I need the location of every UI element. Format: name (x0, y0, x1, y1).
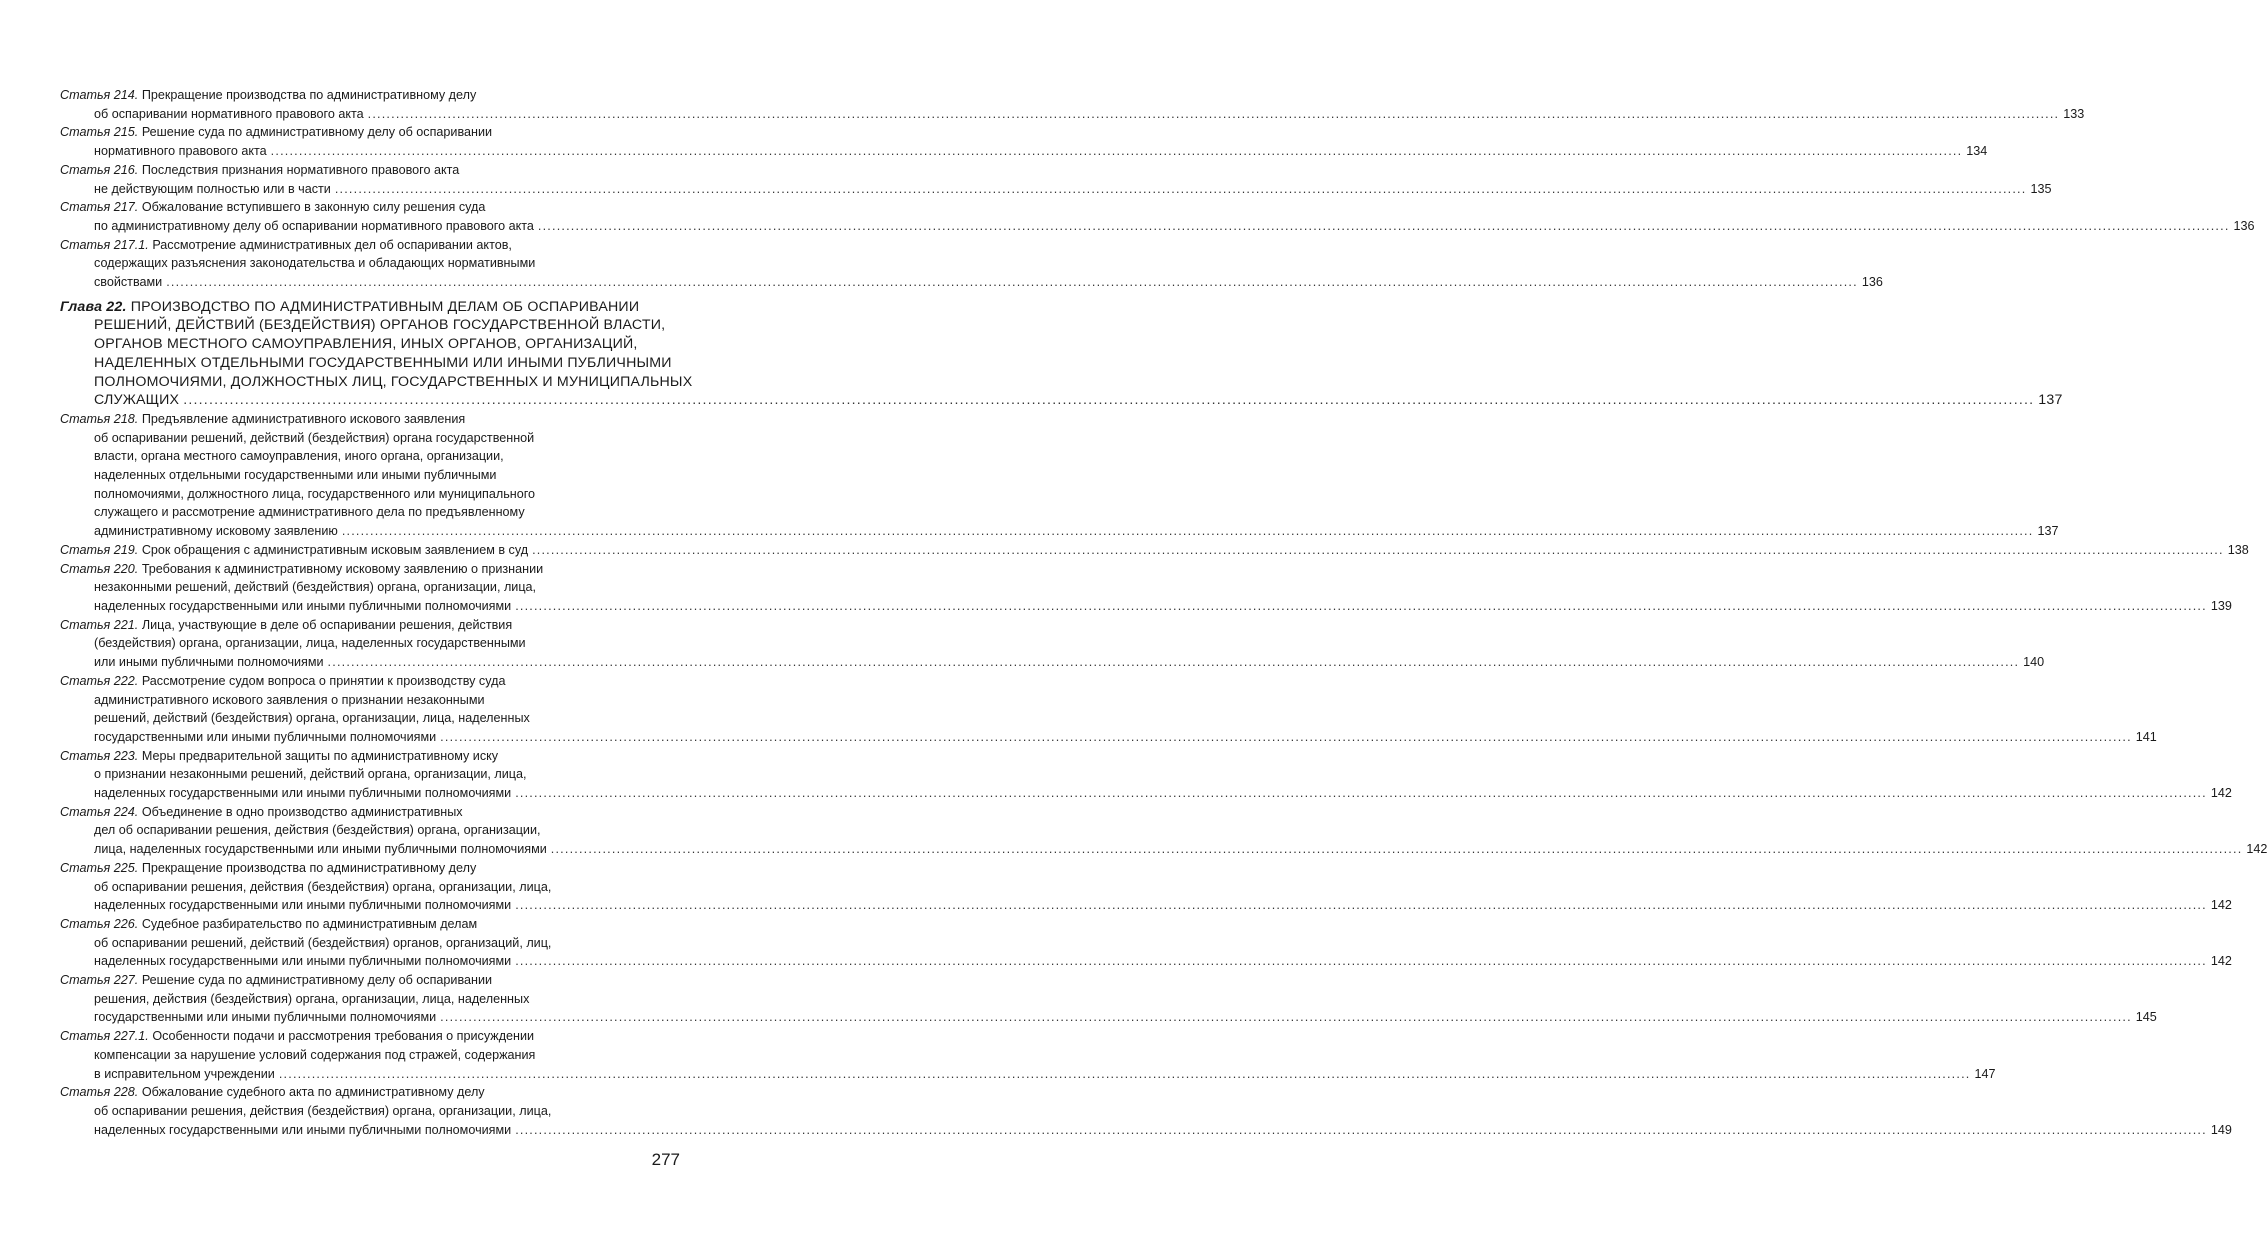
toc-page-ref: 145 (2135, 1010, 2157, 1025)
toc-entry-title-line: свойствами (94, 275, 163, 290)
toc-page-ref: 142 (2210, 954, 2232, 969)
toc-entry-text (60, 200, 485, 214)
toc-entry-title-line: СЛУЖАЩИХ (94, 392, 180, 409)
toc-entry-line (60, 634, 680, 653)
toc-article-entry (60, 672, 2157, 747)
toc-entry-title-line: Судебное разбирательство по административным делам (141, 916, 478, 931)
toc-entry-text (60, 299, 639, 315)
toc-entry-title-line: об оспаривании решений, действий (бездействия) органа государственной (94, 430, 535, 445)
toc-article-entry (60, 161, 2052, 198)
toc-entry-line (60, 522, 2059, 541)
toc-entry-line (60, 142, 1988, 161)
dot-leader (271, 142, 1963, 161)
toc-entry-line (60, 878, 680, 897)
toc-entry-line (60, 971, 680, 990)
toc-entry-text (94, 505, 525, 519)
toc-page-ref: 136 (2233, 218, 2255, 233)
toc-entry-label: Статья 224. (60, 804, 139, 819)
dot-leader (538, 217, 2230, 236)
toc-entry-line (60, 1102, 680, 1121)
toc-entry-line (60, 821, 680, 840)
dot-leader (183, 391, 2034, 410)
toc-article-entry (60, 747, 2232, 803)
toc-entry-line (60, 105, 2085, 124)
toc-entry-line (60, 1046, 680, 1065)
toc-entry-label: Статья 223. (60, 748, 139, 763)
toc-entry-line (60, 1121, 2232, 1140)
toc-entry-text (94, 522, 338, 541)
toc-entry-line (60, 236, 680, 255)
toc-entry-title-line: Объединение в одно производство административных (141, 804, 463, 819)
toc-entry-text (94, 355, 672, 371)
toc-entry-title-line: Срок обращения с административным исковым заявлением в суд (141, 542, 529, 557)
toc-entry-line (60, 541, 2249, 560)
toc-entry-title-line: наделенных государственными или иными публичными полномочиями (94, 786, 512, 801)
toc-entry-title-line: об оспаривании решений, действий (бездействия) органов, организаций, лиц, (94, 935, 552, 950)
toc-entry-text (60, 163, 459, 177)
toc-entry-line (60, 410, 680, 429)
toc-entry-line (60, 728, 2157, 747)
toc-entry-text (94, 256, 535, 270)
dot-leader (342, 522, 2034, 541)
toc-entry-text (60, 861, 476, 875)
toc-article-entry (60, 1027, 1996, 1083)
toc-entry-line (60, 86, 680, 105)
toc-entry-text (60, 238, 512, 252)
toc-entry-text (60, 805, 463, 819)
toc-entry-title-line: Обжалование судебного акта по административному делу (141, 1085, 485, 1100)
toc-entry-text (94, 823, 541, 837)
dot-leader (515, 597, 2207, 616)
toc-entry-title-line: дел об оспаривании решения, действия (бездействия) органа, организации, (94, 823, 541, 838)
toc-entry-line (60, 896, 2232, 915)
toc-entry-text (94, 142, 267, 161)
toc-entry-title-line: Решение суда по административному делу об оспаривании (141, 973, 493, 988)
toc-entry-text (94, 653, 324, 672)
toc-entry-label: Статья 218. (60, 411, 139, 426)
toc-entry-line (60, 990, 680, 1009)
toc-entry-line (60, 915, 680, 934)
toc-entry-label: Статья 226. (60, 916, 139, 931)
toc-entry-text (94, 1121, 511, 1140)
toc-entry-line (60, 952, 2232, 971)
dot-leader (279, 1065, 1971, 1084)
toc-entry-label: Статья 215. (60, 125, 139, 140)
toc-entry-title-line: РЕШЕНИЙ, ДЕЙСТВИЙ (БЕЗДЕЙСТВИЯ) ОРГАНОВ ГОСУДАРСТВЕННОЙ ВЛАСТИ, (94, 317, 666, 334)
toc-entry-line (60, 198, 680, 217)
toc-entry-line (60, 354, 680, 373)
toc-entry-title-line: Особенности подачи и рассмотрения требования о присуждении (152, 1029, 535, 1044)
toc-entry-text (94, 767, 527, 781)
toc-article-entry (60, 971, 2157, 1027)
toc-entry-line (60, 1027, 680, 1046)
toc-entry-line (60, 298, 680, 317)
toc-entry-line (60, 161, 680, 180)
toc-page-ref: 135 (2030, 181, 2052, 196)
toc-entry-title-line: Обжалование вступившего в законную силу решения суда (141, 200, 486, 215)
toc-entry-text (94, 317, 665, 333)
toc-entry-line (60, 391, 2063, 410)
toc-entry-title-line: о признании незаконными решений, действий органа, организации, лица, (94, 767, 527, 782)
dot-leader (440, 1008, 2132, 1027)
toc-entry-title-line: власти, органа местного самоуправления, иного органа, организации, (94, 449, 504, 464)
dot-leader (551, 840, 2243, 859)
toc-article-entry (60, 616, 2045, 672)
dot-leader (335, 180, 2027, 199)
toc-entry-text (94, 468, 496, 482)
toc-entry-text (94, 449, 504, 463)
toc-entry-text (60, 541, 528, 560)
dot-leader (368, 105, 2060, 124)
toc-entry-line (60, 429, 680, 448)
toc-entry-title-line: об оспаривании решения, действия (бездействия) органа, организации, лица, (94, 1103, 552, 1118)
toc-entry-title-line: административному исковому заявлению (94, 524, 338, 539)
toc-entry-title-line: наделенных государственными или иными публичными полномочиями (94, 598, 512, 613)
toc-page-ref: 134 (1966, 144, 1988, 159)
toc-entry-line (60, 765, 680, 784)
toc-entry-line (60, 273, 1883, 292)
dot-leader (328, 653, 2020, 672)
toc-entry-title-line: лица, наделенных государственными или иными публичными полномочиями (94, 842, 547, 857)
toc-entry-label: Статья 220. (60, 561, 139, 576)
toc-entry-text (94, 580, 536, 594)
toc-page-ref: 147 (1974, 1066, 1996, 1081)
toc-entry-title-line: (бездействия) органа, организации, лица, наделенных государственными (94, 636, 526, 651)
toc-entry-title-line: Меры предварительной защиты по административному иску (141, 748, 499, 763)
toc-entry-text (94, 840, 547, 859)
toc-entry-text (94, 336, 638, 352)
toc-entry-title-line: ПРОИЗВОДСТВО ПО АДМИНИСТРАТИВНЫМ ДЕЛАМ ОБ ОСПАРИВАНИИ (130, 298, 640, 315)
toc-entry-line (60, 485, 680, 504)
toc-entry-title-line: наделенных государственными или иными публичными полномочиями (94, 1122, 512, 1137)
toc-entry-line (60, 578, 680, 597)
toc-entry-label: Статья 217.1. (60, 237, 149, 252)
toc-entry-line (60, 616, 680, 635)
dot-leader (532, 541, 2224, 560)
toc-entry-title-line: Требования к административному исковому заявлению о признании (141, 561, 544, 576)
toc-entry-title-line: ОРГАНОВ МЕСТНОГО САМОУПРАВЛЕНИЯ, ИНЫХ ОРГАНОВ, ОРГАНИЗАЦИЙ, (94, 336, 638, 353)
toc-entry-title-line: административного искового заявления о признании незаконными (94, 692, 485, 707)
toc-entry-line (60, 653, 2045, 672)
toc-entry-title-line: Прекращение производства по административному делу (141, 88, 477, 102)
dot-leader (440, 728, 2132, 747)
toc-entry-text (60, 1085, 485, 1099)
toc-entry-text (60, 973, 492, 987)
toc-article-entry (60, 803, 2267, 859)
toc-entry-title-line: Последствия признания нормативного правового акта (141, 162, 460, 177)
toc-entry-text (94, 636, 526, 650)
toc-entry-text (94, 487, 535, 501)
toc-entry-title-line: об оспаривании решения, действия (бездействия) органа, организации, лица, (94, 879, 552, 894)
toc-entry-text (94, 217, 534, 236)
toc-article-entry (60, 915, 2232, 971)
toc-entry-label: Статья 227. (60, 973, 139, 988)
toc-entry-title-line: Рассмотрение судом вопроса о принятии к производству суда (141, 673, 506, 688)
toc-entry-line (60, 560, 680, 579)
toc-entry-text (94, 936, 551, 950)
page-number: 277 (651, 1150, 680, 1169)
toc-article-entry (60, 560, 2232, 616)
toc-chapter-entry (60, 298, 2063, 410)
toc-entry-label: Статья 227.1. (60, 1029, 149, 1044)
table-of-contents (60, 86, 2267, 1139)
dot-leader (515, 784, 2207, 803)
toc-entry-title-line: в исправительном учреждении (94, 1066, 275, 1081)
toc-entry-text (60, 412, 465, 426)
toc-entry-label: Статья 217. (60, 200, 139, 215)
toc-entry-text (94, 992, 529, 1006)
toc-page-ref: 149 (2210, 1122, 2232, 1137)
toc-entry-line (60, 1065, 1996, 1084)
toc-entry-label: Глава 22. (60, 298, 127, 315)
toc-entry-title-line: государственными или иными публичными полномочиями (94, 1010, 437, 1025)
toc-page-ref: 139 (2210, 598, 2232, 613)
toc-entry-line (60, 691, 680, 710)
toc-entry-title-line: или иными публичными полномочиями (94, 655, 324, 670)
toc-entry-text (60, 88, 476, 102)
toc-entry-line (60, 784, 2232, 803)
toc-entry-label: Статья 228. (60, 1085, 139, 1100)
toc-entry-title-line: наделенных государственными или иными публичными полномочиями (94, 954, 512, 969)
toc-page-ref: 142 (2246, 842, 2267, 857)
toc-entry-text (94, 105, 364, 124)
toc-entry-line (60, 316, 680, 335)
toc-entry-label: Статья 221. (60, 617, 139, 632)
dot-leader (515, 952, 2207, 971)
toc-entry-title-line: незаконными решений, действий (бездействия) органа, организации, лица, (94, 580, 537, 595)
toc-entry-text (94, 1065, 275, 1084)
toc-page-ref: 141 (2135, 729, 2157, 744)
toc-entry-title-line: государственными или иными публичными полномочиями (94, 729, 437, 744)
toc-article-entry (60, 198, 2255, 235)
toc-page-ref: 137 (2037, 524, 2059, 539)
dot-leader (515, 896, 2207, 915)
toc-entry-title-line: решений, действий (бездействия) органа, организации, лица, наделенных (94, 711, 530, 726)
toc-entry-label: Статья 214. (60, 88, 139, 102)
toc-entry-line (60, 1083, 680, 1102)
toc-entry-text (94, 1104, 551, 1118)
toc-entry-line (60, 180, 2052, 199)
toc-entry-label: Статья 225. (60, 860, 139, 875)
toc-page-ref: 142 (2210, 898, 2232, 913)
toc-entry-text (60, 562, 543, 576)
toc-entry-title-line: решения, действия (бездействия) органа, организации, лица, наделенных (94, 991, 530, 1006)
toc-entry-line (60, 217, 2255, 236)
toc-entry-label: Статья 219. (60, 542, 139, 557)
toc-entry-title-line: ПОЛНОМОЧИЯМИ, ДОЛЖНОСТНЫХ ЛИЦ, ГОСУДАРСТВЕННЫХ И МУНИЦИПАЛЬНЫХ (94, 373, 693, 390)
toc-entry-title-line: полномочиями, должностного лица, государственного или муниципального (94, 486, 536, 501)
toc-entry-text (94, 1008, 436, 1027)
toc-entry-line (60, 254, 680, 273)
toc-entry-line (60, 447, 680, 466)
toc-entry-label: Статья 216. (60, 162, 139, 177)
toc-entry-title-line: компенсации за нарушение условий содержания под стражей, содержания (94, 1047, 536, 1062)
toc-entry-text (60, 917, 477, 931)
toc-article-entry (60, 541, 2249, 560)
toc-article-entry (60, 123, 1988, 160)
toc-entry-title-line: нормативного правового акта (94, 144, 267, 159)
toc-entry-line (60, 840, 2267, 859)
toc-entry-text (94, 952, 511, 971)
toc-entry-line (60, 709, 680, 728)
toc-entry-line (60, 1008, 2157, 1027)
toc-entry-text (94, 597, 511, 616)
toc-entry-line (60, 672, 680, 691)
toc-entry-label: Статья 222. (60, 673, 139, 688)
toc-entry-line (60, 934, 680, 953)
toc-entry-text (94, 693, 485, 707)
toc-entry-text (94, 880, 551, 894)
toc-page-ref: 136 (1861, 275, 1883, 290)
toc-entry-title-line: Прекращение производства по административному делу (141, 860, 477, 875)
toc-entry-title-line: наделенных отдельными государственными или иными публичными (94, 468, 497, 483)
toc-entry-text (94, 1048, 535, 1062)
toc-article-entry (60, 236, 1883, 292)
toc-entry-title-line: Предъявление административного искового заявления (141, 411, 466, 426)
toc-entry-title-line: об оспаривании нормативного правового акта (94, 106, 364, 121)
toc-entry-text (60, 618, 512, 632)
toc-entry-text (60, 749, 498, 763)
toc-entry-title-line: содержащих разъяснения законодательства и обладающих нормативными (94, 256, 536, 271)
toc-entry-text (94, 273, 162, 292)
toc-article-entry (60, 86, 2085, 123)
toc-page-ref: 138 (2227, 542, 2249, 557)
toc-entry-text (94, 728, 436, 747)
toc-entry-text (94, 180, 331, 199)
toc-entry-text (94, 711, 530, 725)
toc-page-ref: 133 (2063, 106, 2085, 121)
toc-entry-text (94, 784, 511, 803)
toc-page-ref: 140 (2023, 655, 2045, 670)
toc-entry-title-line: наделенных государственными или иными публичными полномочиями (94, 898, 512, 913)
toc-article-entry (60, 859, 2232, 915)
dot-leader (515, 1121, 2207, 1140)
toc-entry-text (94, 374, 692, 390)
toc-entry-line (60, 466, 680, 485)
toc-entry-title-line: Лица, участвующие в деле об оспаривании решения, действия (141, 617, 513, 632)
toc-entry-title-line: Рассмотрение административных дел об оспаривании актов, (152, 237, 512, 252)
toc-entry-line (60, 335, 680, 354)
toc-entry-line (60, 123, 680, 142)
toc-entry-line (60, 747, 680, 766)
toc-entry-text (60, 125, 492, 139)
toc-page-ref: 142 (2210, 786, 2232, 801)
dot-leader (166, 273, 1858, 292)
toc-entry-line (60, 597, 2232, 616)
toc-article-entry (60, 410, 2059, 541)
toc-entry-text (94, 431, 534, 445)
toc-entry-line (60, 373, 693, 392)
toc-page-ref: 137 (2038, 392, 2063, 409)
toc-entry-title-line: по административному делу об оспаривании нормативного правового акта (94, 218, 534, 233)
toc-entry-line (60, 859, 680, 878)
toc-entry-title-line: НАДЕЛЕННЫХ ОТДЕЛЬНЫМИ ГОСУДАРСТВЕННЫМИ ИЛИ ИНЫМИ ПУБЛИЧНЫМИ (94, 354, 672, 371)
toc-entry-text (60, 1029, 534, 1043)
toc-entry-title-line: не действующим полностью или в части (94, 181, 331, 196)
toc-entry-title-line: Решение суда по административному делу об оспаривании (141, 125, 493, 140)
toc-article-entry (60, 1083, 2232, 1139)
toc-entry-line (60, 503, 680, 522)
toc-entry-text (60, 674, 505, 688)
toc-entry-text (94, 391, 179, 410)
toc-entry-line (60, 803, 680, 822)
toc-entry-text (94, 896, 511, 915)
toc-entry-title-line: служащего и рассмотрение административного дела по предъявленному (94, 505, 525, 520)
